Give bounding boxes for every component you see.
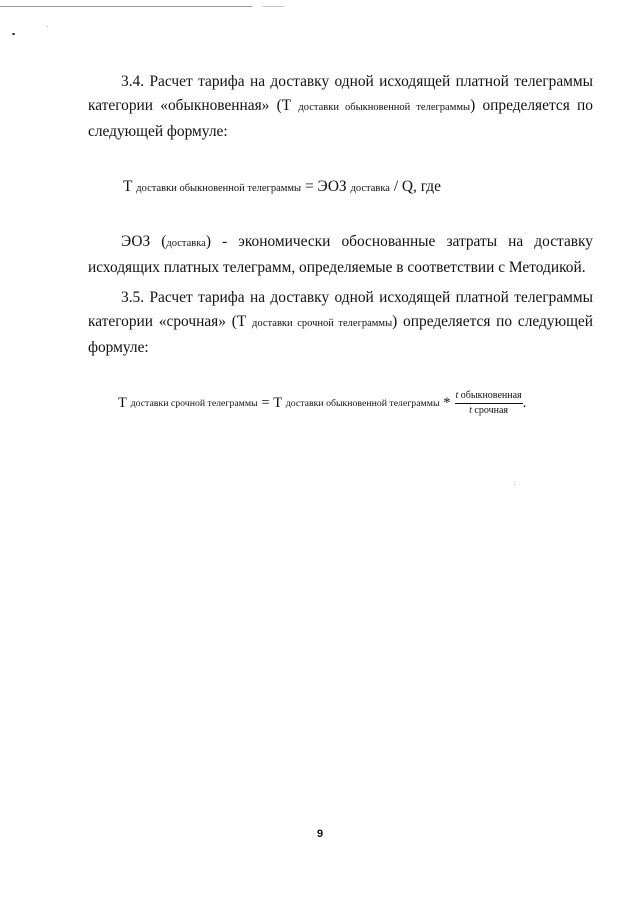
fraction-numerator-label: обыкновенная bbox=[460, 390, 522, 401]
paragraph-3-4 bbox=[88, 70, 593, 144]
fraction-denominator bbox=[469, 404, 508, 417]
formula1-t: Т bbox=[123, 178, 133, 195]
scan-speck bbox=[12, 33, 15, 35]
paragraph-eoz bbox=[88, 230, 593, 280]
formula2-eq: = Т bbox=[261, 395, 283, 411]
page-number: 9 bbox=[316, 828, 324, 840]
paragraph-3-5-lead: 3.5. Расчет тарифа на доставку одной исходящей платной телеграммы категории «срочная» (Т bbox=[88, 289, 593, 330]
scan-edge-line-fragment bbox=[262, 6, 284, 7]
eoz-subscript: доставка bbox=[166, 238, 206, 249]
paragraph-3-5 bbox=[88, 286, 593, 360]
formula1-tail: / Q, где bbox=[393, 178, 441, 195]
formula2-t: Т bbox=[118, 395, 127, 411]
paragraph-3-5-subscript: доставки срочной телеграммы bbox=[252, 318, 393, 329]
document-body bbox=[88, 70, 593, 144]
fraction-numerator bbox=[455, 390, 523, 404]
paragraph-3-4-tail: ) определяется по следующей формуле: bbox=[88, 97, 593, 140]
fraction-denominator-t: t bbox=[469, 405, 472, 416]
scan-speck bbox=[47, 26, 48, 27]
eoz-tail: ) - экономически обоснованные затраты на доставку исходящих платных телеграмм, определяемые в соответствии с Методикой. bbox=[88, 233, 593, 276]
eoz-lead: ЭОЗ ( bbox=[121, 233, 167, 250]
formula2-mult: * bbox=[443, 395, 451, 411]
fraction-numerator-t: t bbox=[455, 390, 459, 401]
formula1-subscript-2: доставка bbox=[350, 183, 390, 194]
paragraph-3-4-subscript: доставки обыкновенной телеграммы bbox=[298, 102, 471, 113]
formula2-fraction bbox=[455, 390, 523, 417]
fraction-denominator-label: срочная bbox=[474, 405, 509, 416]
formula2-subscript-1: доставки срочной телеграммы bbox=[130, 398, 258, 409]
formula2-subscript-2: доставки обыкновенной телеграммы bbox=[285, 398, 440, 409]
scan-edge-line bbox=[0, 6, 252, 7]
paragraph-3-4-lead: 3.4. Расчет тарифа на доставку одной исходящей платной телеграммы категории «обыкновенная» (Т bbox=[88, 73, 593, 114]
document-body-2 bbox=[88, 230, 593, 360]
formula-ordinary-telegram bbox=[123, 178, 441, 196]
formula1-subscript: доставки обыкновенной телеграммы bbox=[136, 183, 302, 194]
formula-urgent-telegram bbox=[118, 390, 526, 417]
paragraph-3-5-tail: ) определяется по следующей формуле: bbox=[88, 313, 593, 356]
formula2-end: . bbox=[522, 395, 527, 411]
formula1-rest: = ЭОЗ bbox=[304, 178, 347, 195]
scan-speck bbox=[514, 484, 515, 485]
